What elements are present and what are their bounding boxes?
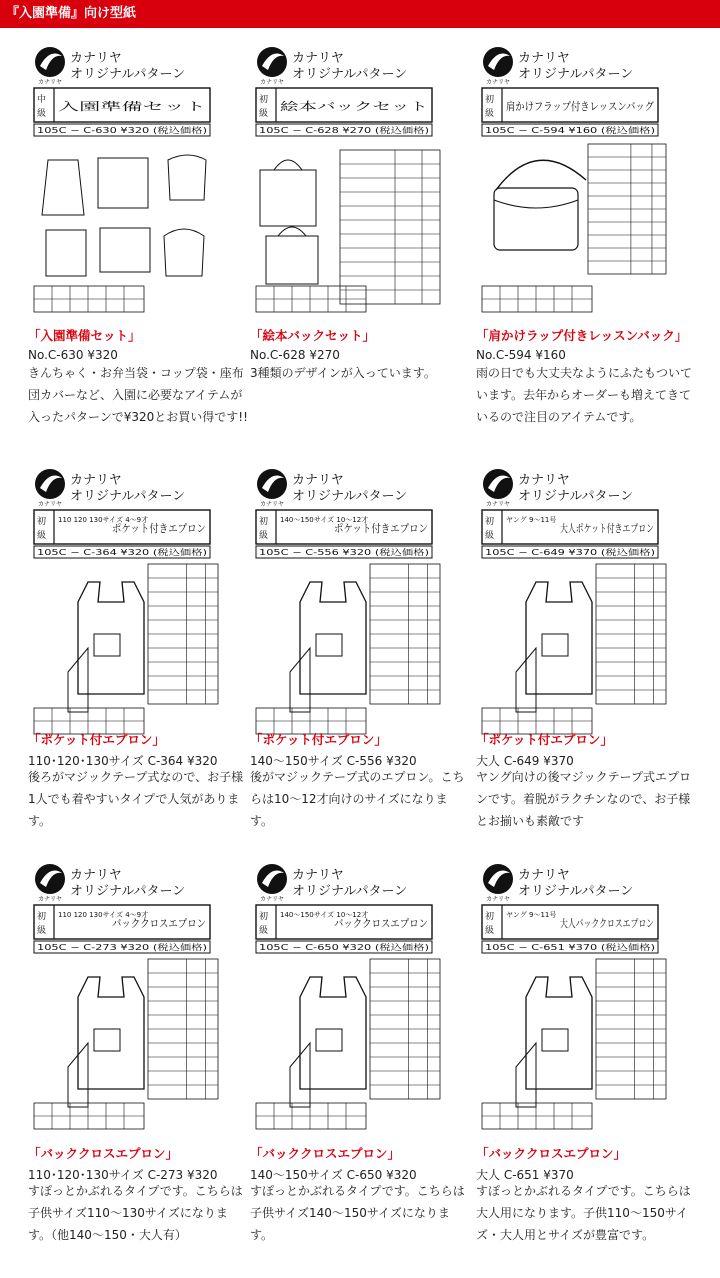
svg-text:110 120 130サイズ 4〜9才: 110 120 130サイズ 4〜9才 [58, 911, 149, 919]
product-title[interactable]: 「絵本バックセット」 [250, 328, 376, 343]
brand-small: カナリヤ [260, 501, 284, 508]
svg-text:初: 初 [259, 517, 269, 527]
product-code: No.C-630 ¥320 [28, 348, 118, 362]
product-title[interactable]: 「バッククロスエプロン」 [250, 1146, 401, 1161]
pattern-thumbnail[interactable] [250, 857, 450, 1133]
svg-text:オリジナルパターン: オリジナルパターン [70, 884, 186, 899]
pattern-thumbnail[interactable] [28, 40, 228, 316]
svg-text:105C − C-364 ¥320 (税込価格): 105C − C-364 ¥320 (税込価格) [37, 548, 158, 557]
svg-text:級: 級 [37, 109, 47, 119]
product-title[interactable]: 「ポケット付エプロン」 [476, 732, 613, 747]
svg-text:カナリヤ: カナリヤ [70, 473, 122, 488]
product-description: すぽっとかぶれるタイプです。こちらは子供サイズ110〜130サイズになります。（他140〜150・大人有） [28, 1184, 243, 1242]
svg-text:オリジナルパターン: オリジナルパターン [292, 884, 408, 899]
product-code: No.C-628 ¥270 [250, 348, 340, 362]
product-code: 140〜150サイズ C-650 ¥320 [250, 1168, 417, 1182]
svg-text:中: 中 [37, 95, 47, 105]
pattern-thumbnail[interactable] [28, 462, 228, 738]
svg-text:105C − C-273 ¥320 (税込価格): 105C − C-273 ¥320 (税込価格) [37, 943, 158, 952]
svg-text:級: 級 [259, 926, 269, 936]
product-title[interactable]: 「バッククロスエプロン」 [476, 1146, 627, 1161]
svg-text:バッククロスエプロン: バッククロスエプロン [112, 917, 206, 930]
product-title[interactable]: 「入園準備セット」 [28, 328, 141, 343]
product-description: 雨の日でも大丈夫なようにふたもついています。去年からオーダーも増えてきているので注目のアイテムです。 [476, 366, 693, 424]
svg-text:ヤング 9〜11号: ヤング 9〜11号 [506, 516, 557, 524]
svg-text:105C − C-650 ¥320 (税込価格): 105C − C-650 ¥320 (税込価格) [259, 943, 380, 952]
section-header: 『入園準備』向け型紙 [0, 0, 720, 28]
pattern-thumbnail[interactable] [476, 857, 692, 1133]
svg-text:オリジナルパターン: オリジナルパターン [518, 67, 634, 82]
product-code: 大人 C-651 ¥370 [476, 1168, 574, 1182]
svg-text:初: 初 [485, 912, 495, 922]
brand-small: カナリヤ [38, 501, 62, 508]
svg-text:140〜150サイズ 10〜12才: 140〜150サイズ 10〜12才 [280, 516, 369, 524]
svg-text:オリジナルパターン: オリジナルパターン [70, 67, 186, 82]
svg-text:カナリヤ: カナリヤ [518, 473, 570, 488]
brand-small: カナリヤ [486, 501, 510, 508]
brand-small: カナリヤ [486, 79, 510, 86]
svg-text:カナリヤ: カナリヤ [292, 51, 344, 66]
brand-small: カナリヤ [38, 896, 62, 903]
product-title[interactable]: 「ポケット付エプロン」 [28, 732, 165, 747]
svg-text:絵本バックセット: 絵本バックセット [280, 100, 368, 113]
svg-text:大人バッククロスエプロン: 大人バッククロスエプロン [560, 917, 692, 930]
product-code: 110･120･130サイズ C-273 ¥320 [28, 1168, 218, 1182]
svg-text:初: 初 [485, 95, 495, 105]
svg-text:110 120 130サイズ 4〜9才: 110 120 130サイズ 4〜9才 [58, 516, 149, 524]
pattern-thumbnail[interactable] [250, 40, 450, 316]
svg-text:級: 級 [37, 926, 47, 936]
product-code: 140〜150サイズ C-556 ¥320 [250, 754, 417, 768]
svg-text:オリジナルパターン: オリジナルパターン [518, 489, 634, 504]
svg-text:105C − C-628 ¥270 (税込価格): 105C − C-628 ¥270 (税込価格) [259, 126, 380, 135]
pattern-thumbnail[interactable] [476, 462, 692, 738]
svg-text:バッククロスエプロン: バッククロスエプロン [334, 917, 428, 930]
product-description: すぽっとかぶれるタイプです。こちらは大人用になります。子供110〜150サイズ・大人用とサイズが豊富です。 [476, 1184, 691, 1242]
product-code: No.C-594 ¥160 [476, 348, 566, 362]
svg-text:オリジナルパターン: オリジナルパターン [518, 884, 634, 899]
svg-text:初: 初 [259, 912, 269, 922]
svg-text:カナリヤ: カナリヤ [518, 868, 570, 883]
svg-text:級: 級 [485, 531, 495, 541]
svg-text:カナリヤ: カナリヤ [518, 51, 570, 66]
product-description: ヤング向けの後マジックテープ式エプロンです。着脱がラクチンなので、お子様とお揃いも素敵です [476, 770, 692, 828]
svg-text:級: 級 [485, 926, 495, 936]
svg-text:105C − C-649 ¥370 (税込価格): 105C − C-649 ¥370 (税込価格) [485, 548, 606, 557]
svg-text:105C − C-630 ¥320 (税込価格): 105C − C-630 ¥320 (税込価格) [37, 126, 158, 135]
svg-text:初: 初 [37, 912, 47, 922]
svg-text:カナリヤ: カナリヤ [292, 868, 344, 883]
product-description: すぽっとかぶれるタイプです。こちらは子供サイズ140〜150サイズになります。 [250, 1184, 465, 1242]
brand-small: カナリヤ [260, 79, 284, 86]
svg-text:オリジナルパターン: オリジナルパターン [292, 489, 408, 504]
product-title[interactable]: 「ポケット付エプロン」 [250, 732, 387, 747]
product-title[interactable]: 「バッククロスエプロン」 [28, 1146, 179, 1161]
brand-small: カナリヤ [38, 79, 62, 86]
pattern-thumbnail[interactable] [250, 462, 450, 738]
product-description: 3種類のデザインが入っています。 [250, 366, 436, 380]
svg-text:ポケット付きエプロン: ポケット付きエプロン [112, 522, 222, 535]
product-code: 110･120･130サイズ C-364 ¥320 [28, 754, 218, 768]
brand-small: カナリヤ [486, 896, 510, 903]
svg-text:ヤング 9〜11号: ヤング 9〜11号 [506, 911, 557, 919]
product-code: 大人 C-649 ¥370 [476, 754, 574, 768]
svg-text:級: 級 [259, 109, 269, 119]
product-title[interactable]: 「肩かけラップ付きレッスンバック」 [476, 328, 688, 343]
svg-text:初: 初 [37, 517, 47, 527]
svg-text:カナリヤ: カナリヤ [292, 473, 344, 488]
svg-text:カナリヤ: カナリヤ [70, 51, 122, 66]
svg-text:140〜150サイズ 10〜12才: 140〜150サイズ 10〜12才 [280, 911, 369, 919]
svg-text:105C − C-651 ¥370 (税込価格): 105C − C-651 ¥370 (税込価格) [485, 943, 606, 952]
svg-text:105C − C-556 ¥320 (税込価格): 105C − C-556 ¥320 (税込価格) [259, 548, 380, 557]
brand-small: カナリヤ [260, 896, 284, 903]
svg-text:初: 初 [259, 95, 269, 105]
svg-text:105C − C-594 ¥160 (税込価格): 105C − C-594 ¥160 (税込価格) [485, 126, 606, 135]
svg-text:肩かけフラップ付きレッスンバッグ: 肩かけフラップ付きレッスンバッグ [506, 100, 681, 113]
svg-text:級: 級 [259, 531, 269, 541]
svg-text:ポケット付きエプロン: ポケット付きエプロン [334, 522, 444, 535]
svg-text:入園準備セット: 入園準備セット [58, 100, 135, 113]
svg-text:カナリヤ: カナリヤ [70, 868, 122, 883]
product-description: 後ろがマジックテープ式なので、お子様1人でも着やすいタイプで人気があります。 [28, 770, 244, 828]
svg-text:級: 級 [37, 531, 47, 541]
product-description: きんちゃく・お弁当袋・コップ袋・座布団カバーなど、入園に必要なアイテムが入ったパターンで¥320とお買い得です!! [28, 366, 248, 424]
pattern-thumbnail[interactable] [476, 40, 681, 316]
svg-text:初: 初 [485, 517, 495, 527]
svg-text:オリジナルパターン: オリジナルパターン [292, 67, 408, 82]
product-description: 後がマジックテープ式のエプロン。こちらは10〜12才向けのサイズになります。 [250, 770, 465, 828]
svg-text:オリジナルパターン: オリジナルパターン [70, 489, 186, 504]
svg-text:級: 級 [485, 109, 495, 119]
pattern-thumbnail[interactable] [28, 857, 228, 1133]
svg-text:大人ポケット付きエプロン: 大人ポケット付きエプロン [560, 522, 692, 535]
